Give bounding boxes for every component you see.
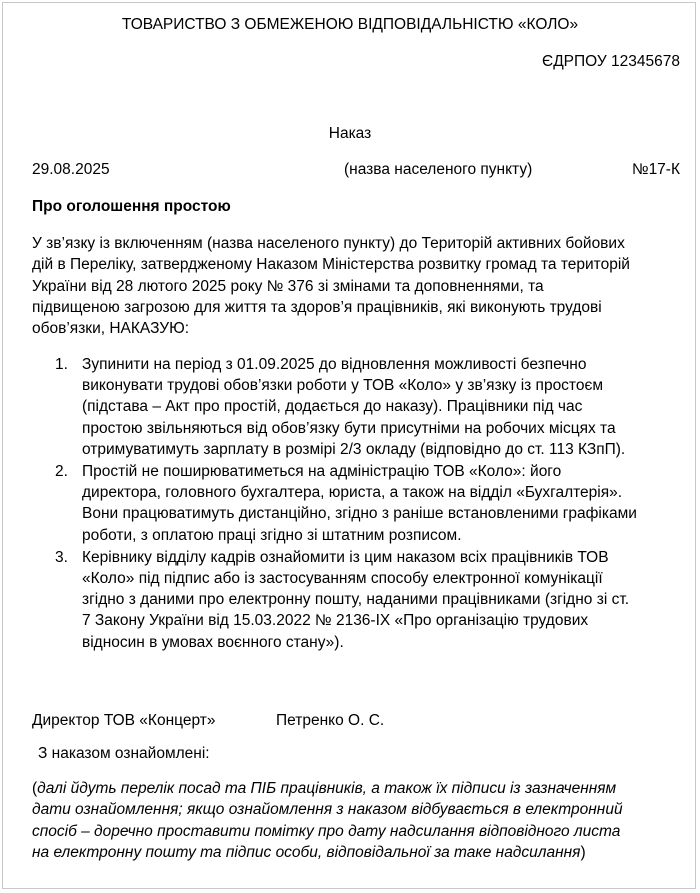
- note-text: на електронну пошту та підпис особи, відповідальної за таке надсилання: [32, 843, 581, 861]
- order-date: 29.08.2025: [32, 161, 110, 178]
- intro-line: України від 28 лютого 2025 року № 376 зі змінами та доповненнями, та: [32, 277, 544, 295]
- list-item-line: виконувати трудові обов’язки роботи у ТОВ «Коло» у зв’язку із простоєм: [82, 377, 604, 395]
- list-item: [0, 461, 700, 546]
- note-line: [32, 842, 623, 863]
- list-item-number: 3.: [55, 548, 68, 566]
- list-item: [0, 547, 700, 653]
- list-item-text: [82, 354, 700, 460]
- acknowledgement-label: З наказом ознайомлені:: [38, 745, 210, 762]
- intro-line: обов’язки, НАКАЗУЮ:: [32, 320, 190, 338]
- organization-name: ТОВАРИСТВО З ОБМЕЖЕНОЮ ВІДПОВІДАЛЬНІСТЮ «КОЛО»: [121, 16, 579, 33]
- list-item-line: Керівнику відділу кадрів ознайомити із цим наказом всіх працівників ТОВ: [82, 548, 609, 566]
- note-line: спосіб – доречно проставити помітку про дату надсилання відповідного листа: [32, 822, 621, 840]
- list-item-line: Простій не поширюватиметься на адміністрацію ТОВ «Коло»: його: [82, 463, 562, 481]
- list-item-line: (підстава – Акт про простій, додається до наказу). Працівники під час: [82, 398, 583, 416]
- list-item-line: директора, головного бухгалтера, юриста, а також на відділ «Бухгалтерія».: [82, 484, 623, 502]
- list-item-line: 7 Закону України від 15.03.2022 № 2136-IX «Про організацію трудових: [82, 612, 589, 630]
- signature-name: Петренко О. С.: [276, 712, 385, 729]
- note-line: дати ознайомлення; якщо ознайомлення з наказом відбувається в електронний: [32, 801, 623, 819]
- list-item-number: 2.: [55, 463, 68, 481]
- list-item-text: [82, 547, 700, 653]
- order-number: №17-К: [631, 161, 680, 178]
- order-place: (назва населеного пункту): [344, 161, 533, 178]
- list-item-line: згідно з даними про електронну пошту, наданими працівниками (згідно зі ст.: [82, 591, 630, 609]
- note-line: [32, 778, 623, 799]
- note-text: далі йдуть перелік посад та ПІБ працівників, а також їх підписи із зазначенням: [37, 780, 617, 797]
- order-items-list: [0, 354, 700, 653]
- list-item-line: отримуватимуть зарплату в розмірі 2/3 окладу (відповідно до ст. 113 КЗпП).: [82, 440, 626, 458]
- note-open-paren: (: [32, 780, 38, 797]
- list-item: [0, 354, 700, 460]
- document-title: Наказ: [328, 125, 372, 142]
- list-item-line: Вони працюватимуть дистанційно, згідно з раніше встановленими графіками: [82, 505, 637, 523]
- intro-line: дій в Переліку, затвердженому Наказом Міністерства розвитку громад та територій: [32, 256, 630, 274]
- order-subject: Про оголошення простою: [32, 198, 231, 215]
- acknowledgement-note: [32, 778, 623, 863]
- list-item-text: [82, 461, 700, 546]
- intro-line: підвищеною загрозою для життя та здоров’я працівників, які виконують трудові: [32, 298, 602, 316]
- intro-paragraph: [32, 233, 680, 339]
- intro-line: У зв’язку із включенням (назва населеного пункту) до Територій активних бойових: [32, 235, 625, 252]
- list-item-line: «Коло» під підпис або із застосуванням способу електронної комунікації: [82, 570, 603, 588]
- edrpou-code: ЄДРПОУ 12345678: [542, 53, 680, 70]
- signature-position: Директор ТОВ «Концерт»: [32, 712, 216, 729]
- note-close-paren: ): [580, 843, 586, 861]
- list-item-line: роботи, з оплатою праці згідно зі штатним розписом.: [82, 526, 462, 544]
- list-item-line: відносин в умовах воєнного стану»).: [82, 633, 344, 651]
- list-item-number: 1.: [55, 356, 68, 373]
- list-item-line: простою звільняються від обов’язку бути присутніми на робочих місцях та: [82, 419, 616, 437]
- list-item-line: Зупинити на період з 01.09.2025 до відновлення можливості безпечно: [82, 356, 587, 373]
